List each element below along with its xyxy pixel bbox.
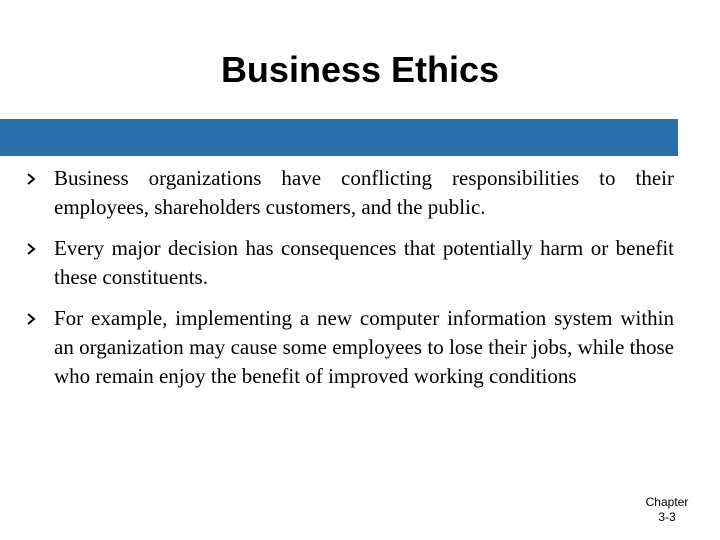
arrow-bullet-icon <box>26 313 36 325</box>
bullet-text: Every major decision has consequences that potentially harm or benefit these constituents. <box>54 236 674 289</box>
bullet-text: For example, implementing a new computer information system within an organization may cause some employees to lose their jobs, while those who remain enjoy the benefit of improved working conditions <box>54 306 674 388</box>
bullet-text: Business organizations have conflicting responsibilities to their employees, shareholders customers, and the public. <box>54 166 674 219</box>
chapter-label <box>620 495 714 525</box>
arrow-bullet-icon <box>26 173 36 185</box>
list-item <box>0 234 720 292</box>
chapter-text: Chapter <box>645 495 689 509</box>
list-item <box>0 304 720 391</box>
arrow-bullet-icon <box>26 243 36 255</box>
list-item <box>0 164 720 222</box>
title-accent-bar <box>0 119 678 156</box>
page-number: 3-3 <box>658 510 676 524</box>
bullet-list <box>0 164 720 403</box>
slide-title: Business Ethics <box>220 49 500 90</box>
